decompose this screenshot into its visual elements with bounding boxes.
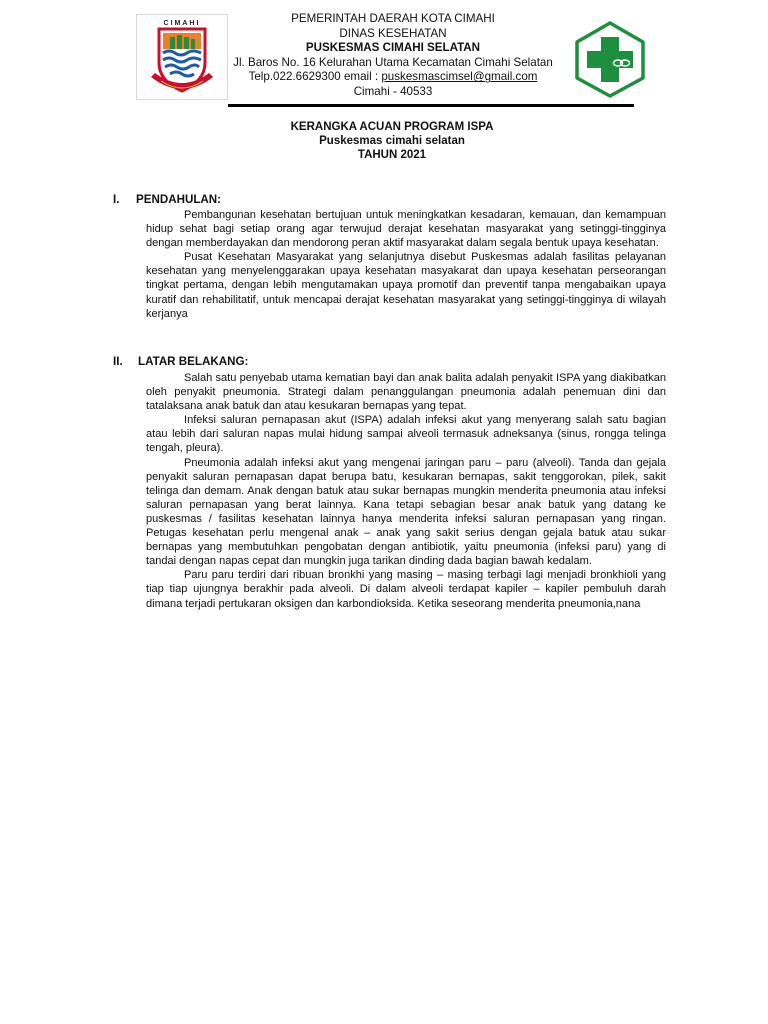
title-line-2: Puskesmas cimahi selatan xyxy=(319,135,465,147)
section-body-pendahuluan xyxy=(146,208,666,321)
department-name: DINAS KESEHATAN xyxy=(339,26,447,40)
kota-cimahi-logo xyxy=(136,14,228,100)
paragraph: Pusat Kesehatan Masyarakat yang selanjutnya disebut Puskesmas adalah fasilitas pelayanan kesehatan yang menyelenggarakan upaya kesehatan masyakarat dan upaya kesehatan perseorangan tingkat pertama, dengan lebih mengutamakan upaya promotif dan preventif tanpa mengabaikan upaya kuratif dan rehabilitatif, untuk mencapai derajat kesehatan masyarakat yang setinggi-tingginya di wilayah kerjanya xyxy=(146,251,666,320)
section-number: I. xyxy=(113,193,120,206)
government-name: PEMERINTAH DAERAH KOTA CIMAHI xyxy=(291,12,495,25)
section-title: LATAR BELAKANG: xyxy=(138,355,249,368)
title-line-3: TAHUN 2021 xyxy=(357,149,427,161)
section-body-latar-belakang xyxy=(146,371,666,611)
section-number: II. xyxy=(113,355,123,368)
title-line-1: KERANGKA ACUAN PROGRAM ISPA xyxy=(290,121,494,133)
letterhead xyxy=(226,12,560,100)
section-title: PENDAHULAN: xyxy=(136,193,222,206)
section-heading-latar-belakang xyxy=(113,355,333,369)
logo-city-label: CIMAHI xyxy=(163,20,201,27)
puskesmas-name: PUSKESMAS CIMAHI SELATAN xyxy=(305,41,481,55)
paragraph: Salah satu penyebab utama kematian bayi dan anak balita adalah penyakit ISPA yang diakibatkan oleh penyakit pneumonia. Strategi dalam penanggulangan pneumonia adalah penemuan dini dan tatalaksana anak batuk dan atau kesukaran bernapas yang tepat. xyxy=(146,372,666,413)
paragraph: Paru paru terdiri dari ribuan bronkhi yang masing – masing terbagi lagi menjadi bronkhioli yang tiap tiap ujungnya berakhir pada alveoli. Di dalam alveoli terdapat kapiler – kapiler pembuluh darah dimana terjadi pertukaran oksigen dan karbondioksida. Ketika seseorang menderita pneumonia,nana xyxy=(146,569,666,610)
address: Jl. Baros No. 16 Kelurahan Utama Kecamatan Cimahi Selatan xyxy=(233,55,553,69)
phone-label: Telp.022.6629300 email : xyxy=(248,70,382,84)
section-heading-pendahuluan xyxy=(113,193,313,207)
paragraph: Pneumonia adalah infeksi akut yang mengenai jaringan paru – paru (alveoli). Tanda dan gejala penyakit saluran pernapasan dapat berupa batu, kesukaran bernapas, sakit tenggorokan, pilek, sakit telinga dan demam. Anak dengan batuk atau sukar bernapas mungkin menderita pneumonia atau infeksi saluran pernapasan yang berat lainnya. Kana tetapi sebagian besar anak batuk yang datang ke puskesmas / fasilitas kesehatan lainnya hanya menderita infeksi saluran pernapasan yang ringan. Petugas kesehatan perlu mengenal anak – anak yang sakit serius dengan gejala batuk atau sukar bernapas yang membutuhkan pengobatan dengan antibiotik, yaitu pneumonia (infeksi paru) yang di tandai dengan napas cepat dan mungkin juga tarikan dinding dada bagian bawah kedalam. xyxy=(146,456,666,568)
contact-line xyxy=(226,70,560,85)
document-title xyxy=(240,120,544,162)
city-postal: Cimahi - 40533 xyxy=(353,84,433,98)
puskesmas-logo xyxy=(574,20,646,98)
letterhead-divider xyxy=(228,104,634,107)
email-link[interactable]: puskesmascimsel@gmail.com xyxy=(381,70,538,84)
paragraph: Pembangunan kesehatan bertujuan untuk meningkatkan kesadaran, kemauan, dan kemampuan hidup sehat bagi setiap orang agar terwujud derajat kesehatan masyarakat yang setinggi-tingginya dengan memberdayakan dan mendorong peran aktif masyarakat dalam segala bentuk upaya kesehatan. xyxy=(146,209,666,250)
paragraph: Infeksi saluran pernapasan akut (ISPA) adalah infeksi akut yang menyerang salah satu bagian atau lebih dari saluran napas mulai hidung sampai alveoli termasuk adneksanya (sinus, rongga telinga tengah, pleura). xyxy=(146,414,666,455)
